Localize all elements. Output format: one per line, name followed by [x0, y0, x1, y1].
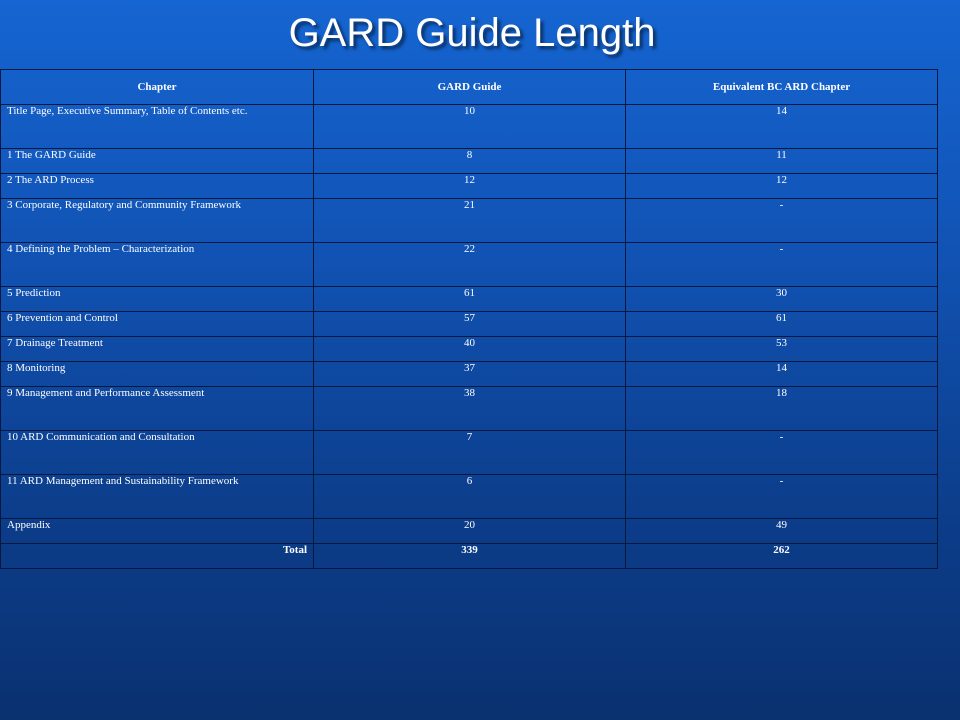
- table-row: [1, 174, 938, 199]
- chapter-cell: 11 ARD Management and Sustainability Framework: [1, 475, 314, 519]
- gard-pages-cell: 57: [314, 312, 626, 337]
- gard-pages-cell: 7: [314, 431, 626, 475]
- table-row: [1, 431, 938, 475]
- bc-pages-cell: 18: [626, 387, 938, 431]
- header-gard-guide: GARD Guide: [314, 70, 626, 105]
- bc-pages-cell: 61: [626, 312, 938, 337]
- bc-pages-cell: 49: [626, 519, 938, 544]
- chapter-cell: 9 Management and Performance Assessment: [1, 387, 314, 431]
- table-row: [1, 149, 938, 174]
- gard-pages-cell: 6: [314, 475, 626, 519]
- bc-pages-cell: 53: [626, 337, 938, 362]
- guide-length-table: [0, 69, 938, 569]
- chapter-cell: 1 The GARD Guide: [1, 149, 314, 174]
- table-row: [1, 519, 938, 544]
- bc-pages-cell: -: [626, 475, 938, 519]
- gard-pages-cell: 37: [314, 362, 626, 387]
- table-row: [1, 362, 938, 387]
- gard-pages-cell: 10: [314, 105, 626, 149]
- bc-pages-cell: -: [626, 243, 938, 287]
- chapter-cell: 2 The ARD Process: [1, 174, 314, 199]
- bc-pages-cell: 14: [626, 105, 938, 149]
- table-row: [1, 312, 938, 337]
- bc-pages-cell: 11: [626, 149, 938, 174]
- gard-pages-cell: 20: [314, 519, 626, 544]
- gard-pages-cell: 40: [314, 337, 626, 362]
- chapter-cell: 3 Corporate, Regulatory and Community Framework: [1, 199, 314, 243]
- table-row: [1, 475, 938, 519]
- table-row: [1, 287, 938, 312]
- chapter-cell: 4 Defining the Problem – Characterization: [1, 243, 314, 287]
- slide-title: GARD Guide Length: [288, 11, 656, 55]
- gard-pages-cell: 22: [314, 243, 626, 287]
- table-row: [1, 243, 938, 287]
- header-bc-ard: Equivalent BC ARD Chapter: [626, 70, 938, 105]
- chapter-cell: 5 Prediction: [1, 287, 314, 312]
- table-row: [1, 105, 938, 149]
- gard-pages-cell: 38: [314, 387, 626, 431]
- chapter-cell: 8 Monitoring: [1, 362, 314, 387]
- table-row: [1, 199, 938, 243]
- chapter-cell: 7 Drainage Treatment: [1, 337, 314, 362]
- table-header-row: [1, 70, 938, 105]
- bc-pages-cell: 14: [626, 362, 938, 387]
- table-row: [1, 337, 938, 362]
- gard-pages-cell: 21: [314, 199, 626, 243]
- gard-pages-cell: 61: [314, 287, 626, 312]
- chapter-cell: 6 Prevention and Control: [1, 312, 314, 337]
- bc-pages-cell: -: [626, 431, 938, 475]
- gard-pages-cell: 8: [314, 149, 626, 174]
- chapter-cell: Title Page, Executive Summary, Table of Contents etc.: [1, 105, 314, 149]
- bc-pages-cell: 12: [626, 174, 938, 199]
- header-chapter: Chapter: [1, 70, 314, 105]
- chapter-cell: Appendix: [1, 519, 314, 544]
- total-label: Total: [1, 544, 314, 569]
- table-row: [1, 387, 938, 431]
- bc-pages-cell: -: [626, 199, 938, 243]
- total-row: [1, 544, 938, 569]
- bc-pages-cell: 30: [626, 287, 938, 312]
- gard-pages-cell: 12: [314, 174, 626, 199]
- total-gard-pages: 339: [314, 544, 626, 569]
- chapter-cell: 10 ARD Communication and Consultation: [1, 431, 314, 475]
- total-bc-pages: 262: [626, 544, 938, 569]
